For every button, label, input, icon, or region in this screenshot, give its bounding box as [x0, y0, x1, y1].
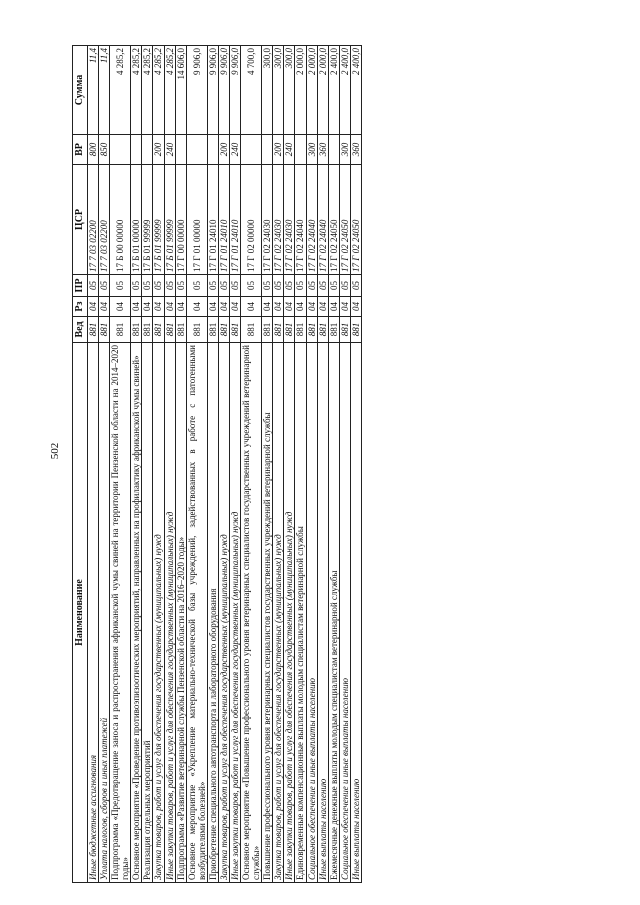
cell-vr: 240: [164, 135, 175, 165]
cell-pr: 05: [175, 275, 186, 297]
cell-csr: 17 Б 01 99999: [142, 165, 153, 275]
cell-vr: 300: [339, 135, 350, 165]
table-body: [88, 46, 362, 883]
cell-name: Ежемесячные денежные выплаты молодым специалистам ветеринарной службы: [328, 343, 339, 883]
cell-pr: 05: [218, 275, 229, 297]
cell-vr: [175, 135, 186, 165]
cell-sum: 2 000,0: [295, 46, 306, 135]
cell-ved: 881: [175, 317, 186, 343]
cell-name: Основное мероприятие «Проведение противоэпизоотических мероприятий, направленных на профилактику африканской чумы свиней»: [131, 343, 142, 883]
cell-ved: 881: [339, 317, 350, 343]
cell-rz: 04: [306, 297, 317, 317]
cell-ved: 881: [241, 317, 262, 343]
cell-pr: 05: [230, 275, 241, 297]
cell-name: Иные закупки товаров, работ и услуг для обеспечения государственных (муниципальных) нужд: [164, 343, 175, 883]
header-sum: Сумма: [73, 46, 88, 135]
cell-ved: 881: [218, 317, 229, 343]
cell-pr: 05: [262, 275, 273, 297]
table-row: [99, 46, 110, 883]
cell-rz: 04: [295, 297, 306, 317]
cell-pr: 05: [350, 275, 361, 297]
cell-csr: 17 Г 02 24040: [295, 165, 306, 275]
cell-vr: [295, 135, 306, 165]
cell-ved: 881: [350, 317, 361, 343]
cell-rz: 04: [88, 297, 99, 317]
cell-sum: 9 906,0: [230, 46, 241, 135]
cell-sum: 4 285,2: [110, 46, 131, 135]
cell-ved: 881: [142, 317, 153, 343]
cell-vr: 200: [273, 135, 284, 165]
cell-ved: 881: [284, 317, 295, 343]
cell-ved: 881: [328, 317, 339, 343]
cell-rz: 04: [317, 297, 328, 317]
cell-pr: 05: [273, 275, 284, 297]
cell-sum: 2 000,0: [306, 46, 317, 135]
cell-name: Приобретение специального автотранспорта и лабораторного оборудования: [207, 343, 218, 883]
table-row: [186, 46, 207, 883]
cell-csr: 17 Г 00 00000: [175, 165, 186, 275]
cell-rz: 04: [328, 297, 339, 317]
table-row: [218, 46, 229, 883]
cell-pr: 05: [207, 275, 218, 297]
cell-sum: 2 400,0: [328, 46, 339, 135]
cell-csr: 17 Б 00 00000: [110, 165, 131, 275]
cell-name: Основное мероприятие «Повышение профессионального уровня ветеринарных специалистов государственных учреждений ветеринарной службы»: [241, 343, 262, 883]
table-row: [175, 46, 186, 883]
cell-pr: 05: [241, 275, 262, 297]
table-row: [230, 46, 241, 883]
cell-pr: 05: [317, 275, 328, 297]
cell-rz: 04: [175, 297, 186, 317]
table-row: [153, 46, 164, 883]
table-row: [339, 46, 350, 883]
cell-sum: 9 906,0: [218, 46, 229, 135]
cell-rz: 04: [110, 297, 131, 317]
table-row: [262, 46, 273, 883]
cell-vr: [262, 135, 273, 165]
cell-rz: 04: [99, 297, 110, 317]
cell-vr: 200: [218, 135, 229, 165]
cell-pr: 05: [339, 275, 350, 297]
cell-name: Подпрограмма «Предотвращение заноса и распространения африканской чумы свиней на территории Пензенской области на 2014–2020 годы»: [110, 343, 131, 883]
cell-name: Закупка товаров, работ и услуг для обеспечения государственных (муниципальных) нужд: [218, 343, 229, 883]
cell-csr: 17 Г 02 24030: [273, 165, 284, 275]
cell-sum: 4 285,2: [164, 46, 175, 135]
cell-name: Подпрограмма «Развитие ветеринарной службы Пензенской области на 2016–2020 годы»: [175, 343, 186, 883]
cell-vr: [110, 135, 131, 165]
cell-vr: 200: [153, 135, 164, 165]
cell-vr: 850: [99, 135, 110, 165]
cell-name: Повышение профессионального уровня ветеринарных специалистов государственных учреждений ветеринарной службы: [262, 343, 273, 883]
cell-rz: 04: [207, 297, 218, 317]
cell-sum: 2 400,0: [339, 46, 350, 135]
cell-name: Социальное обеспечение и иные выплаты населению: [306, 343, 317, 883]
cell-name: Иные закупки товаров, работ и услуг для обеспечения государственных (муниципальных) нужд: [284, 343, 295, 883]
header-name: Наименование: [73, 343, 88, 883]
cell-pr: 05: [88, 275, 99, 297]
cell-vr: 800: [88, 135, 99, 165]
cell-sum: 4 285,2: [153, 46, 164, 135]
cell-ved: 881: [99, 317, 110, 343]
cell-csr: 17 Г 02 24050: [328, 165, 339, 275]
cell-csr: 17 Г 02 24040: [317, 165, 328, 275]
cell-csr: 17 7 03 02200: [88, 165, 99, 275]
cell-sum: 300,0: [262, 46, 273, 135]
cell-pr: 05: [131, 275, 142, 297]
cell-csr: 17 Б 01 99999: [164, 165, 175, 275]
table-row: [284, 46, 295, 883]
cell-name: Иные бюджетные ассигнования: [88, 343, 99, 883]
cell-ved: 881: [317, 317, 328, 343]
table-row: [295, 46, 306, 883]
cell-vr: 240: [230, 135, 241, 165]
cell-csr: 17 Г 01 24010: [230, 165, 241, 275]
cell-name: Единовременные компенсационные выплаты молодым специалистам ветеринарной службы: [295, 343, 306, 883]
cell-pr: 05: [306, 275, 317, 297]
table-row: [131, 46, 142, 883]
table-row: [207, 46, 218, 883]
cell-rz: 04: [230, 297, 241, 317]
cell-sum: 2 000,0: [317, 46, 328, 135]
cell-sum: 300,0: [284, 46, 295, 135]
cell-ved: 881: [207, 317, 218, 343]
table-row: [350, 46, 361, 883]
cell-vr: 360: [350, 135, 361, 165]
cell-ved: 881: [164, 317, 175, 343]
cell-ved: 881: [262, 317, 273, 343]
cell-rz: 04: [164, 297, 175, 317]
cell-rz: 04: [186, 297, 207, 317]
cell-csr: 17 Б 01 00000: [131, 165, 142, 275]
table-row: [164, 46, 175, 883]
cell-pr: 05: [295, 275, 306, 297]
cell-rz: 04: [284, 297, 295, 317]
cell-ved: 881: [110, 317, 131, 343]
cell-csr: 17 Г 01 24010: [218, 165, 229, 275]
cell-pr: 05: [99, 275, 110, 297]
cell-rz: 04: [241, 297, 262, 317]
cell-ved: 881: [306, 317, 317, 343]
rotated-table-container: [72, 46, 558, 883]
table-row: [88, 46, 99, 883]
cell-csr: 17 Г 02 24030: [284, 165, 295, 275]
cell-name: Основное мероприятие «Укрепление материально-технической базы учреждений, задействованных в работе с патогенными возбудителями болезней»: [186, 343, 207, 883]
table-row: [306, 46, 317, 883]
cell-csr: 17 Г 01 24010: [207, 165, 218, 275]
cell-rz: 04: [218, 297, 229, 317]
cell-sum: 9 906,0: [186, 46, 207, 135]
header-vr: ВР: [73, 135, 88, 165]
cell-ved: 881: [230, 317, 241, 343]
cell-vr: [142, 135, 153, 165]
cell-name: Реализация отдельных мероприятий: [142, 343, 153, 883]
cell-vr: [131, 135, 142, 165]
cell-csr: 17 Г 02 24040: [306, 165, 317, 275]
cell-vr: 360: [317, 135, 328, 165]
cell-sum: 11,4: [88, 46, 99, 135]
cell-sum: 2 400,0: [350, 46, 361, 135]
header-pr: ПР: [73, 275, 88, 297]
cell-vr: 240: [284, 135, 295, 165]
cell-rz: 04: [131, 297, 142, 317]
cell-name: Уплата налогов, сборов и иных платежей: [99, 343, 110, 883]
table-header-row: [73, 46, 88, 883]
cell-rz: 04: [153, 297, 164, 317]
budget-table: [72, 45, 362, 883]
cell-csr: 17 Г 02 24030: [262, 165, 273, 275]
cell-name: Закупка товаров, работ и услуг для обеспечения государственных (муниципальных) нужд: [273, 343, 284, 883]
cell-rz: 04: [262, 297, 273, 317]
table-row: [273, 46, 284, 883]
cell-name: Закупка товаров, работ и услуг для обеспечения государственных (муниципальных) нужд: [153, 343, 164, 883]
cell-name: Иные выплаты населению: [317, 343, 328, 883]
cell-vr: [241, 135, 262, 165]
cell-rz: 04: [273, 297, 284, 317]
table-row: [241, 46, 262, 883]
cell-sum: 14 606,0: [175, 46, 186, 135]
cell-sum: 9 906,0: [207, 46, 218, 135]
cell-pr: 05: [153, 275, 164, 297]
cell-pr: 05: [164, 275, 175, 297]
header-csr: ЦСР: [73, 165, 88, 275]
cell-pr: 05: [110, 275, 131, 297]
cell-name: Иные выплаты населению: [350, 343, 361, 883]
cell-csr: 17 Г 02 00000: [241, 165, 262, 275]
header-rz: Рз: [73, 297, 88, 317]
cell-csr: 17 Г 02 24050: [350, 165, 361, 275]
table-row: [142, 46, 153, 883]
cell-csr: 17 Г 01 00000: [186, 165, 207, 275]
cell-rz: 04: [350, 297, 361, 317]
cell-pr: 05: [284, 275, 295, 297]
cell-rz: 04: [339, 297, 350, 317]
cell-sum: 11,4: [99, 46, 110, 135]
cell-ved: 881: [153, 317, 164, 343]
cell-csr: 17 7 03 02200: [99, 165, 110, 275]
table-row: [317, 46, 328, 883]
cell-vr: 300: [306, 135, 317, 165]
cell-vr: [328, 135, 339, 165]
cell-name: Социальное обеспечение и иные выплаты населению: [339, 343, 350, 883]
cell-csr: 17 Б 01 99999: [153, 165, 164, 275]
cell-pr: 05: [328, 275, 339, 297]
cell-ved: 881: [273, 317, 284, 343]
table-row: [328, 46, 339, 883]
header-ved: Вед: [73, 317, 88, 343]
cell-sum: 4 285,2: [142, 46, 153, 135]
cell-sum: 300,0: [273, 46, 284, 135]
cell-ved: 881: [186, 317, 207, 343]
cell-pr: 05: [142, 275, 153, 297]
table-row: [110, 46, 131, 883]
cell-ved: 881: [88, 317, 99, 343]
cell-csr: 17 Г 02 24050: [339, 165, 350, 275]
cell-vr: [207, 135, 218, 165]
cell-rz: 04: [142, 297, 153, 317]
cell-sum: 4 700,0: [241, 46, 262, 135]
cell-sum: 4 285,2: [131, 46, 142, 135]
cell-ved: 881: [295, 317, 306, 343]
cell-name: Иные закупки товаров, работ и услуг для обеспечения государственных (муниципальных) нужд: [230, 343, 241, 883]
cell-ved: 881: [131, 317, 142, 343]
cell-vr: [186, 135, 207, 165]
cell-pr: 05: [186, 275, 207, 297]
page-number: 502: [49, 442, 61, 460]
